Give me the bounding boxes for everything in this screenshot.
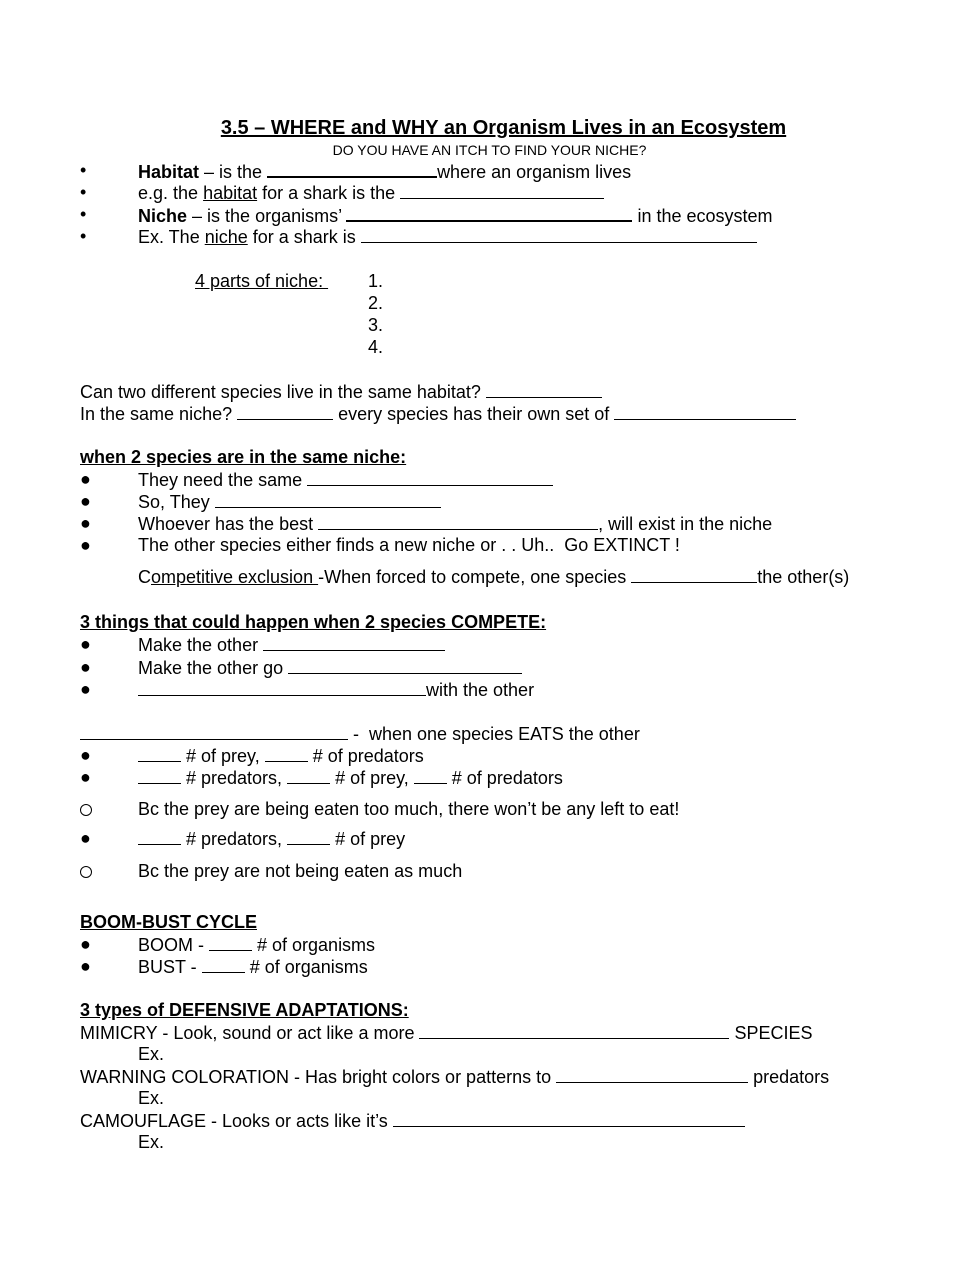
blank[interactable] xyxy=(361,225,757,243)
list-item: 4. xyxy=(368,337,384,357)
blank[interactable] xyxy=(614,402,796,420)
blank[interactable] xyxy=(263,633,445,651)
blank[interactable] xyxy=(80,722,348,740)
bullet: ● xyxy=(80,956,91,976)
blank[interactable] xyxy=(209,933,252,951)
blank[interactable] xyxy=(138,678,426,696)
circle-bullet xyxy=(80,860,100,883)
blank[interactable] xyxy=(288,656,522,674)
bullet: • xyxy=(80,226,87,246)
circle-bullet xyxy=(80,798,100,821)
blank[interactable] xyxy=(138,766,181,784)
list-item: Bc the prey are not being eaten as much xyxy=(138,861,463,881)
mimicry-line: MIMICRY - Look, sound or act like a more SPECIES xyxy=(80,1023,813,1043)
bullet: ● xyxy=(80,535,91,555)
blank[interactable] xyxy=(265,744,308,762)
bullet: • xyxy=(80,204,87,224)
list-item: Make the other go xyxy=(138,656,522,679)
list-item: # predators, # of prey, # of predators xyxy=(138,766,563,789)
section-heading: BOOM-BUST CYCLE xyxy=(80,912,257,932)
bullet: ● xyxy=(80,828,91,848)
list-item: BOOM - # of organisms xyxy=(138,935,376,955)
camouflage-line: CAMOUFLAGE - Looks or acts like it’s xyxy=(80,1109,745,1132)
bullet: ● xyxy=(80,934,91,954)
parts-label: 4 parts of niche: xyxy=(195,271,329,291)
bullet: ● xyxy=(80,657,91,677)
blank[interactable] xyxy=(419,1021,729,1039)
example-label: Ex. xyxy=(138,1088,165,1108)
question-niche: In the same niche? every species has their own set of xyxy=(80,402,796,425)
blank[interactable] xyxy=(138,744,181,762)
list-item: BUST - # of organisms xyxy=(138,957,368,977)
blank[interactable] xyxy=(346,203,632,222)
example-label: Ex. xyxy=(138,1044,165,1064)
bullet: • xyxy=(80,182,87,202)
page-title: 3.5 – WHERE and WHY an Organism Lives in an Ecosystem xyxy=(220,117,787,139)
blank[interactable] xyxy=(202,955,245,973)
niche-example: Ex. The niche for a shark is xyxy=(138,225,757,248)
blank[interactable] xyxy=(631,565,757,583)
list-item: The other species either finds a new niche or . . Uh.. Go EXTINCT ! xyxy=(138,535,680,555)
list-item: # predators, # of prey xyxy=(138,827,405,850)
bullet: ● xyxy=(80,634,91,654)
blank[interactable] xyxy=(287,766,330,784)
list-item: with the other xyxy=(138,678,534,701)
list-item: 1. xyxy=(368,271,384,291)
predation-definition: - when one species EATS the other xyxy=(80,722,640,745)
blank[interactable] xyxy=(307,468,553,486)
niche-term: Niche xyxy=(138,206,188,226)
blank[interactable] xyxy=(237,402,333,420)
bullet: ● xyxy=(80,767,91,787)
blank[interactable] xyxy=(138,827,181,845)
list-item: They need the same xyxy=(138,468,553,491)
bullet: • xyxy=(80,160,87,180)
subtitle: DO YOU HAVE AN ITCH TO FIND YOUR NICHE? xyxy=(332,142,647,158)
list-item: Whoever has the best , will exist in the niche xyxy=(138,514,773,534)
blank[interactable] xyxy=(400,181,604,199)
habitat-definition: Habitat – is the where an organism lives xyxy=(138,159,631,183)
list-item: Bc the prey are being eaten too much, there won’t be any left to eat! xyxy=(138,799,680,819)
niche-definition: Niche – is the organisms’ in the ecosystem xyxy=(138,203,773,227)
example-label: Ex. xyxy=(138,1132,165,1152)
bullet: ● xyxy=(80,513,91,533)
habitat-example: e.g. the habitat for a shark is the xyxy=(138,181,604,204)
blank[interactable] xyxy=(393,1109,745,1127)
list-item: 3. xyxy=(368,315,384,335)
blank[interactable] xyxy=(215,490,441,508)
section-heading: when 2 species are in the same niche: xyxy=(80,447,407,467)
blank[interactable] xyxy=(267,159,437,178)
bullet: ● xyxy=(80,745,91,765)
list-item: Make the other xyxy=(138,633,445,656)
section-heading: 3 types of DEFENSIVE ADAPTATIONS: xyxy=(80,1000,409,1020)
blank[interactable] xyxy=(414,766,447,784)
list-item: So, They xyxy=(138,490,441,513)
warning-line: WARNING COLORATION - Has bright colors or patterns to predators xyxy=(80,1067,830,1087)
bullet: ● xyxy=(80,491,91,511)
blank[interactable] xyxy=(556,1065,748,1083)
bullet: ● xyxy=(80,679,91,699)
blank[interactable] xyxy=(318,512,598,530)
question-habitat: Can two different species live in the same habitat? xyxy=(80,380,602,403)
habitat-term: Habitat xyxy=(138,162,200,182)
list-item: 2. xyxy=(368,293,384,313)
bullet: ● xyxy=(80,469,91,489)
list-item: # of prey, # of predators xyxy=(138,744,424,767)
blank[interactable] xyxy=(486,380,602,398)
blank[interactable] xyxy=(287,827,330,845)
section-heading: 3 things that could happen when 2 species COMPETE: xyxy=(80,612,547,632)
competitive-exclusion: Competitive exclusion -When forced to compete, one species the other(s) xyxy=(138,567,850,587)
